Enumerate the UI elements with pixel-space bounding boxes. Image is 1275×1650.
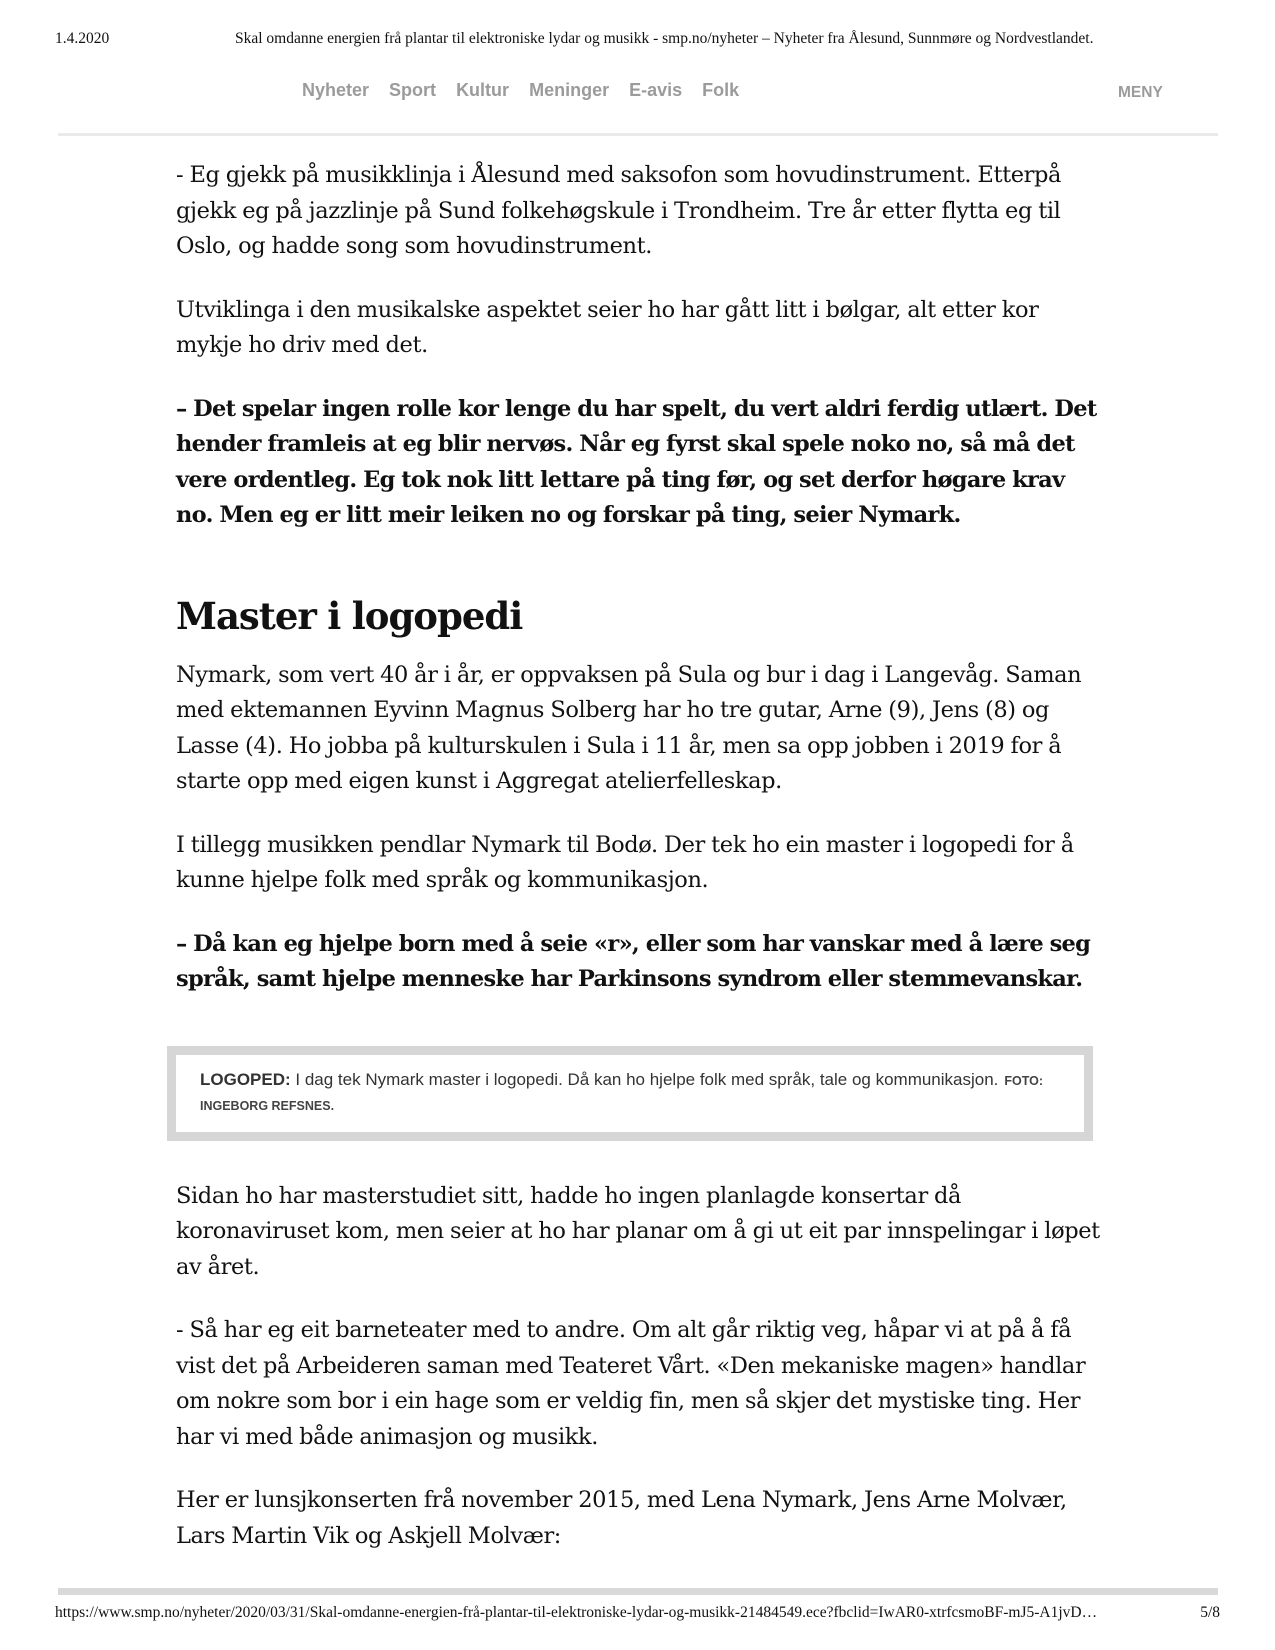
image-caption [167,1046,1093,1141]
print-page-title: Skal omdanne energien frå plantar til elektroniske lydar og musikk - smp.no/nyheter – Nyheter fra Ålesund, Sunnmøre og Nordvestlandet. [235,30,1094,47]
nav-item-e-avis[interactable]: E-avis [629,80,683,100]
nav-divider [58,133,1218,136]
paragraph: Nymark, som vert 40 år i år, er oppvaksen på Sula og bur i dag i Langevåg. Saman med ektemannen Eyvinn Magnus Solberg har ho tre gutar, Arne (9), Jens (8) og Lasse (4). Ho jobba på kulturskulen i Sula i 11 år, men sa opp jobben i 2019 for å starte opp med eigen kunst i Aggregat atelierfelleskap. [176,661,1082,794]
page-number: 5/8 [1200,1604,1220,1621]
nav-item-kultur[interactable]: Kultur [456,80,510,100]
page-url: https://www.smp.no/nyheter/2020/03/31/Skal-omdanne-energien-frå-plantar-til-elektroniske-lydar-og-musikk-21484549.ece?fbclid=IwAR0-xtrfcsmoBF-mJ5-A1jvD… [55,1604,1098,1621]
caption-label: LOGOPED: [200,1069,291,1089]
site-nav [302,80,754,101]
paragraph: - Så har eg eit barneteater med to andre. Om alt går riktig veg, håpar vi at på å få vist det på Arbeideren saman med Teateret Vårt. «Den mekaniske magen» handlar om nokre som bor i ein hage som er veldig fin, men så skjer det mystiske ting. Her har vi med både animasjon og musikk. [176,1317,1086,1450]
paragraph: I tillegg musikken pendlar Nymark til Bodø. Der tek ho ein master i logopedi for å kunne hjelpe folk med språk og kommunikasjon. [176,831,1074,893]
print-date: 1.4.2020 [55,30,110,47]
paragraph: Sidan ho har masterstudiet sitt, hadde ho ingen planlagde konsertar då koronaviruset kom, men seier at ho har planar om å gi ut eit par innspelingar i løpet av året. [176,1182,1100,1280]
article-body [176,158,1104,1582]
quote-paragraph: – Då kan eg hjelpe born med å seie «r», eller som har vanskar med å lære seg språk, samt hjelpe menneske har Parkinsons syndrom eller stemmevanskar. [176,930,1091,992]
bottom-divider [58,1588,1218,1595]
paragraph: - Eg gjekk på musikklinja i Ålesund med saksofon som hovudinstrument. Etterpå gjekk eg på jazzlinje på Sund folkehøgskule i Trondheim. Tre år etter flytta eg til Oslo, og hadde song som hovudinstrument. [176,162,1062,259]
print-header [55,30,1220,54]
nav-item-meninger[interactable]: Meninger [529,80,610,100]
paragraph: Utviklinga i den musikalske aspektet seier ho har gått litt i bølgar, alt etter kor mykje ho driv med det. [176,296,1039,358]
menu-button[interactable]: MENY [1118,84,1163,101]
quote-paragraph: – Det spelar ingen rolle kor lenge du har spelt, du vert aldri ferdig utlært. Det hender framleis at eg blir nervøs. Når eg fyrst skal spele noko no, så må det vere ordentleg. Eg tok nok litt lettare på ting før, og set derfor høgare krav no. Men eg er litt meir leiken no og forskar på ting, seier Nymark. [176,395,1097,528]
caption-text: I dag tek Nymark master i logopedi. Då kan ho hjelpe folk med språk, tale og kommunikasjon. [290,1069,999,1089]
photo-credit: FOTO: INGEBORG REFSNES. [200,1073,1044,1113]
section-heading: Master i logopedi [176,593,523,638]
nav-item-sport[interactable]: Sport [389,80,437,100]
nav-item-nyheter[interactable]: Nyheter [302,80,370,100]
paragraph: Her er lunsjkonserten frå november 2015, med Lena Nymark, Jens Arne Molvær, Lars Martin Vik og Askjell Molvær: [176,1487,1067,1549]
nav-item-folk[interactable]: Folk [702,80,740,100]
